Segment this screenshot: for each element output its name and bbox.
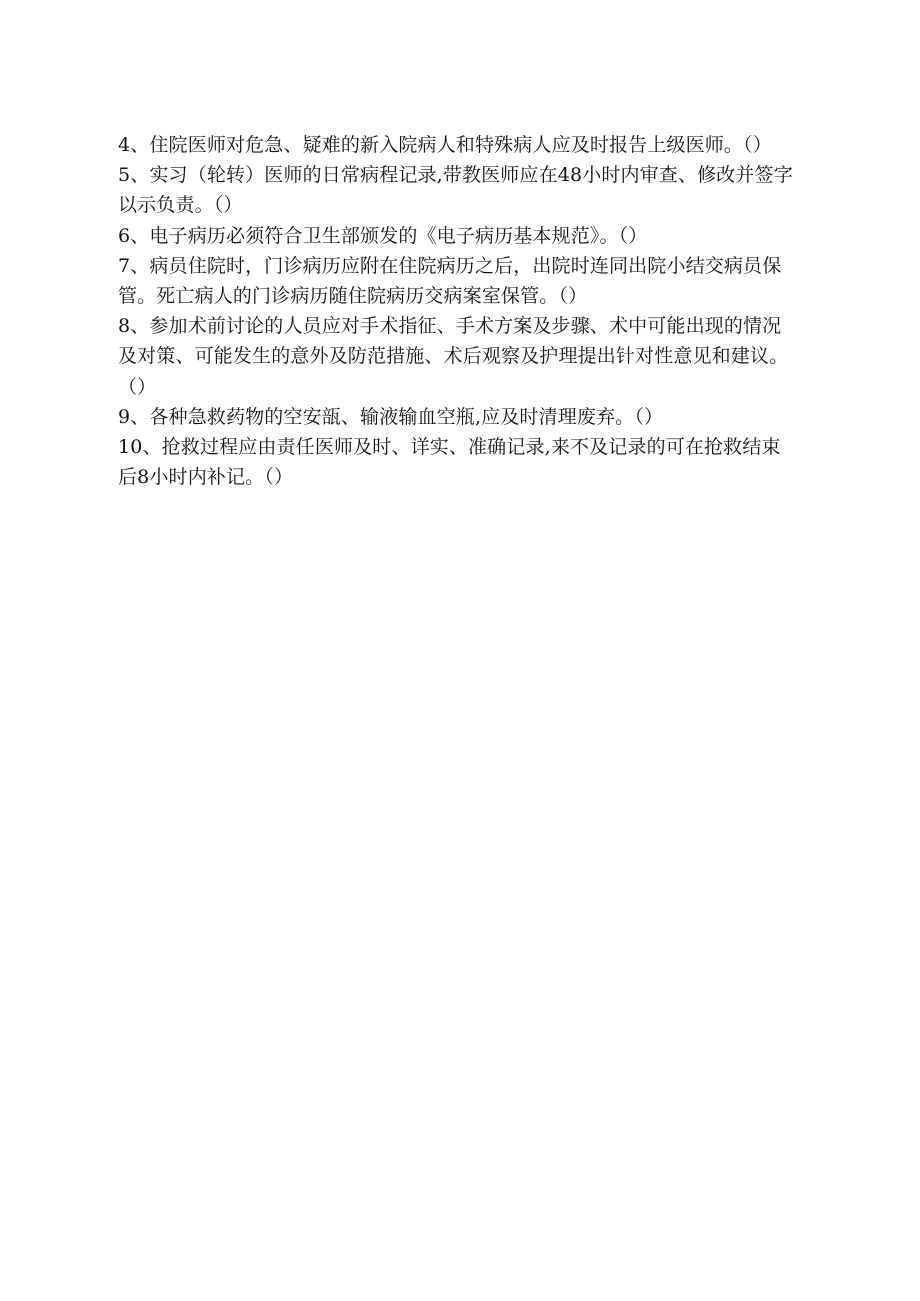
question-text-line: 4、住院医师对危急、疑难的新入院病人和特殊病人应及时报告上级医师。（）: [118, 134, 772, 156]
question-text-line: 9、各种急救药物的空安瓿、输液输血空瓶,应及时清理废弃。（）: [118, 405, 664, 428]
question-text-line: 7、病员住院时，门诊病历应附在住院病历之后，出院时连同出院小结交病员保: [118, 254, 782, 277]
question-text-line: 管。死亡病人的门诊病历随住院病历交病案室保管。（）: [118, 284, 588, 307]
question-item-7: [118, 251, 818, 311]
question-item-9: [118, 402, 818, 432]
question-list: [118, 130, 818, 492]
question-text-line: 后8小时内补记。（）: [118, 466, 294, 489]
question-item-8: [118, 311, 818, 402]
question-item-6: [118, 221, 818, 251]
question-text-line: 以示负责。（）: [118, 194, 243, 217]
question-text-line: 6、电子病历必须符合卫生部颁发的《电子病历基本规范》。（）: [118, 224, 648, 247]
question-item-10: [118, 432, 818, 492]
question-item-5: [118, 160, 818, 220]
question-item-4: [118, 130, 818, 160]
question-text-line: 5、实习（轮转）医师的日常病程记录,带教医师应在48小时内审查、修改并签字: [118, 164, 793, 187]
question-text-line: （）: [118, 375, 157, 398]
question-text-line: 及对策、可能发生的意外及防范措施、术后观察及护理提出针对性意见和建议。: [118, 345, 789, 368]
question-text-line: 10、抢救过程应由责任医师及时、详实、准确记录,来不及记录的可在抢救结束: [118, 435, 781, 458]
question-text-line: 8、参加术前讨论的人员应对手术指征、手术方案及步骤、术中可能出现的情况: [118, 315, 782, 338]
